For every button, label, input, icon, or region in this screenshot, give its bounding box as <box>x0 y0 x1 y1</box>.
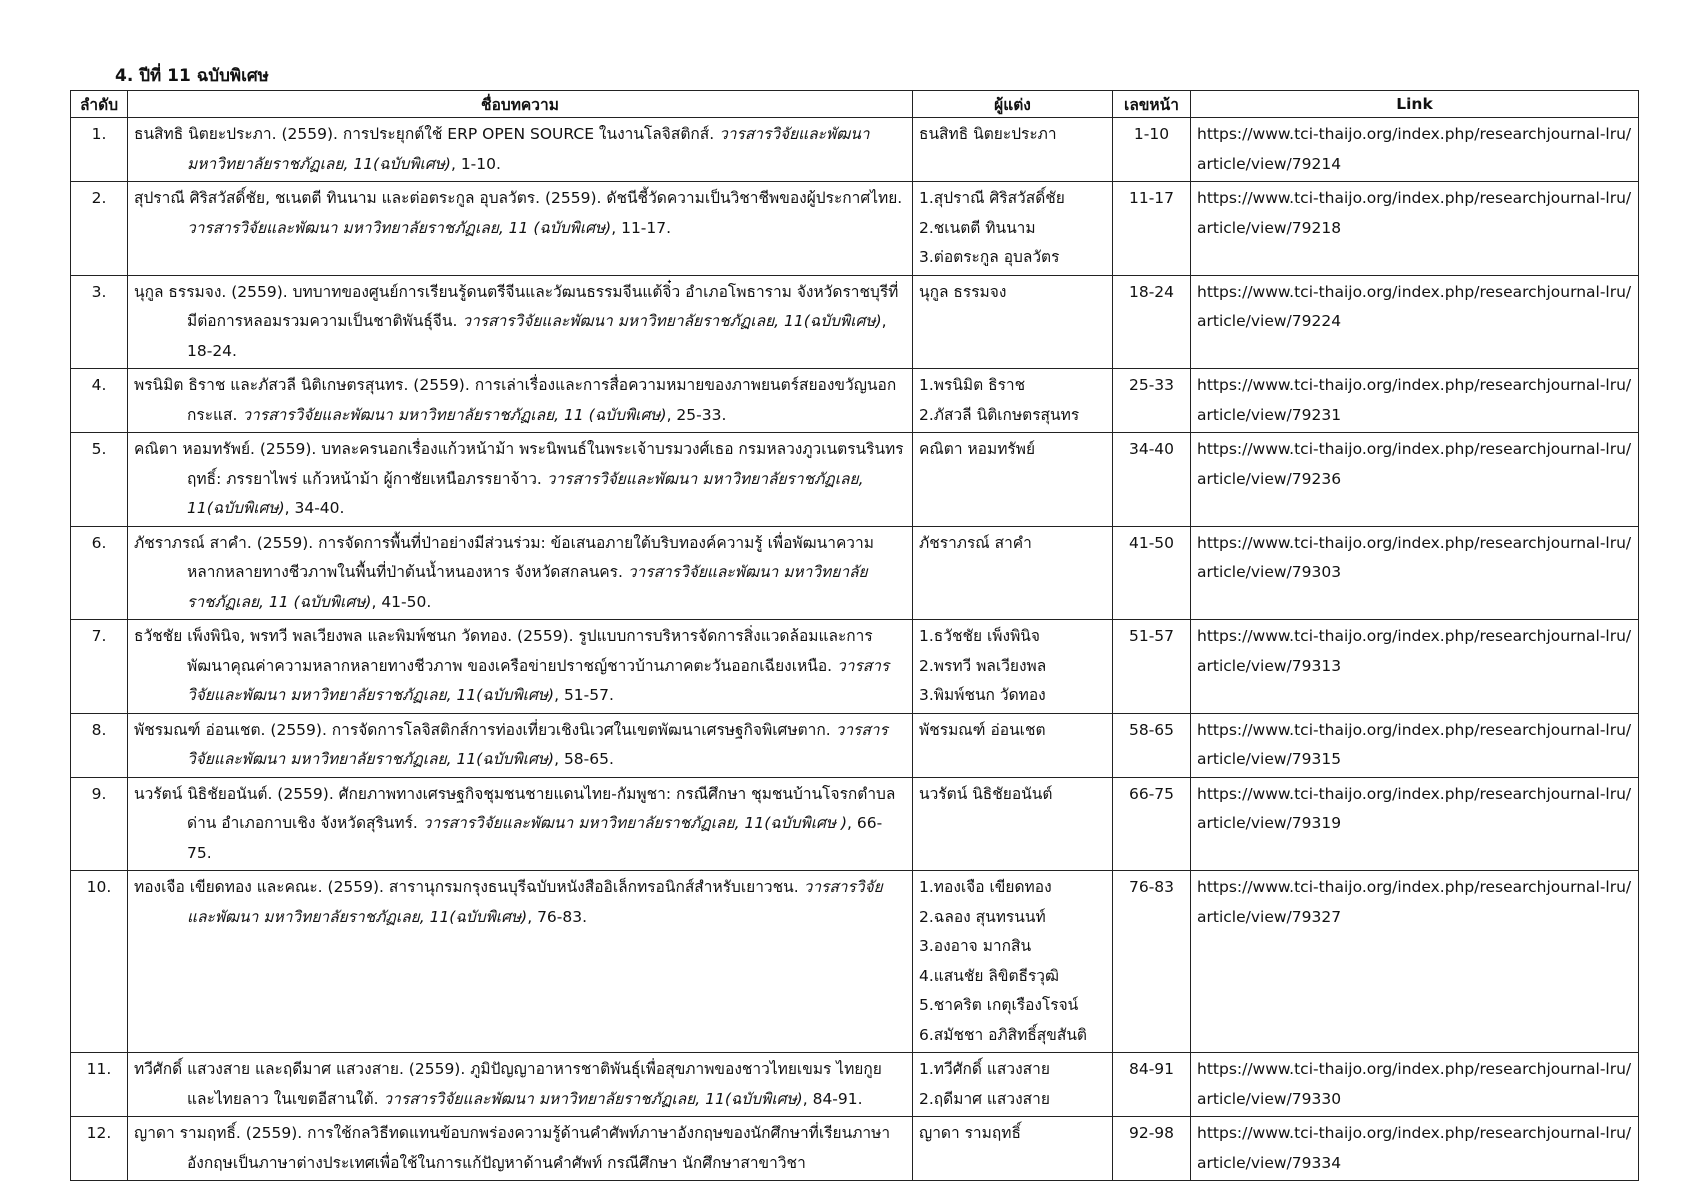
author-name: 3.องอาจ มากสิน <box>919 937 1032 955</box>
row-pages: 34-40 <box>1113 433 1191 527</box>
citation-main: ทวีศักดิ์ แสวงสาย และฤดีมาศ แสวงสาย. (2559). ภูมิปัญญาอาหารชาติพันธุ์เพื่อสุขภาพของชาวไทยเขมร ไทยกูยและไทยลาว ในเขตอีสานใต้. <box>134 1060 882 1108</box>
row-order: 2. <box>71 182 128 276</box>
citation-journal: วารสารวิจัยและพัฒนา มหาวิทยาลัยราชภัฏเลย, 11(ฉบับพิเศษ) <box>462 312 882 330</box>
author-name: 6.สมัชชา อภิสิทธิ์สุขสันติ <box>919 1025 1087 1044</box>
row-authors <box>913 1117 1113 1181</box>
author-name: 1.ทวีศักดิ์ แสวงสาย <box>919 1060 1050 1078</box>
row-link-cell <box>1191 1053 1639 1117</box>
row-authors <box>913 871 1113 1053</box>
table-row <box>71 777 1639 871</box>
article-link[interactable]: https://www.tci-thaijo.org/index.php/researchjournal-lru/article/view/79214 <box>1197 125 1632 173</box>
author-name: 1.ทองเจือ เขียดทอง <box>919 878 1052 896</box>
row-authors <box>913 526 1113 620</box>
author-name: 1.ธวัชชัย เพ็งพินิจ <box>919 627 1040 645</box>
row-link-cell <box>1191 369 1639 433</box>
citation-text <box>134 120 906 179</box>
table-row <box>71 871 1639 1053</box>
citation-main: นวรัตน์ นิธิชัยอนันต์. (2559). ศักยภาพทางเศรษฐกิจชุมชนชายแดนไทย-กัมพูชา: กรณีศึกษา ชุมชนบ้านโจรกตำบลด่าน อำเภอกาบเชิง จังหวัดสุรินทร์. <box>134 784 896 832</box>
row-citation <box>128 777 913 871</box>
citation-pages: , 84-91. <box>802 1089 863 1108</box>
row-order: 3. <box>71 275 128 369</box>
row-link-cell <box>1191 182 1639 276</box>
row-authors <box>913 182 1113 276</box>
article-link[interactable]: https://www.tci-thaijo.org/index.php/researchjournal-lru/article/view/79303 <box>1197 533 1632 581</box>
row-order: 11. <box>71 1053 128 1117</box>
table-row <box>71 433 1639 527</box>
row-order: 1. <box>71 118 128 182</box>
article-link[interactable]: https://www.tci-thaijo.org/index.php/researchjournal-lru/article/view/79334 <box>1197 1124 1632 1172</box>
citation-journal: วารสารวิจัยและพัฒนา มหาวิทยาลัยราชภัฏเลย, 11(ฉบับพิเศษ) <box>187 656 890 704</box>
citation-main: พัชรมณฑ์ อ่อนเชต. (2559). การจัดการโลจิสติกส์การท่องเที่ยวเชิงนิเวศในเขตพัฒนาเศรษฐกิจพิเศษตาก. <box>134 720 836 739</box>
author-name: 3.ต่อตระกูล อุบลวัตร <box>919 248 1060 266</box>
row-pages: 18-24 <box>1113 275 1191 369</box>
col-header-title: ชื่อบทความ <box>128 91 913 118</box>
author-name: นุกูล ธรรมจง <box>919 282 1007 301</box>
row-order: 6. <box>71 526 128 620</box>
row-order: 12. <box>71 1117 128 1181</box>
row-link-cell <box>1191 871 1639 1053</box>
row-authors <box>913 777 1113 871</box>
row-pages: 25-33 <box>1113 369 1191 433</box>
row-pages: 41-50 <box>1113 526 1191 620</box>
article-link[interactable]: https://www.tci-thaijo.org/index.php/researchjournal-lru/article/view/79315 <box>1197 720 1632 768</box>
row-citation <box>128 275 913 369</box>
row-citation <box>128 369 913 433</box>
section-heading: 4. ปีที่ 11 ฉบับพิเศษ <box>115 66 269 86</box>
row-citation <box>128 526 913 620</box>
author-name: ธนสิทธิ นิตยะประภา <box>919 125 1057 143</box>
citation-main: ธนสิทธิ นิตยะประภา. (2559). การประยุกต์ใช้ ERP OPEN SOURCE ในงานโลจิสติกส์. <box>134 125 720 143</box>
header-row <box>71 91 1639 118</box>
table-row <box>71 1117 1639 1181</box>
row-link-cell <box>1191 433 1639 527</box>
citation-journal: วารสารวิจัยและพัฒนา มหาวิทยาลัยราชภัฏเลย, 11(ฉบับพิเศษ) <box>187 878 883 926</box>
citation-pages: , 66-75. <box>187 814 883 862</box>
table-row <box>71 620 1639 714</box>
row-order: 5. <box>71 433 128 527</box>
row-authors <box>913 713 1113 777</box>
author-name: 3.พิมพ์ชนก วัดทอง <box>919 686 1046 704</box>
citation-text <box>134 529 906 618</box>
author-name: 1.พรนิมิต ธิราช <box>919 376 1026 394</box>
citation-main: พรนิมิต ธิราช และภัสวลี นิติเกษตรสุนทร. (2559). การเล่าเรื่องและการสื่อความหมายของภาพยนตร์สยองขวัญนอกกระแส. <box>134 376 897 424</box>
citation-journal: วารสารวิจัยและพัฒนา มหาวิทยาลัยราชภัฏเลย, 11(ฉบับพิเศษ ) <box>422 814 848 832</box>
row-authors <box>913 369 1113 433</box>
table-row <box>71 713 1639 777</box>
citation-journal: วารสารวิจัยและพัฒนา มหาวิทยาลัยราชภัฏเลย, 11(ฉบับพิเศษ) <box>187 125 870 173</box>
author-name: 2.ภัสวลี นิติเกษตรสุนทร <box>919 405 1080 424</box>
citation-journal: วารสารวิจัยและพัฒนา มหาวิทยาลัยราชภัฏเลย, 11 (ฉบับพิเศษ) <box>187 563 868 611</box>
citation-pages: , 58-65. <box>554 750 614 768</box>
row-order: 10. <box>71 871 128 1053</box>
citation-pages: , 1-10. <box>450 154 501 173</box>
author-name: ญาดา รามฤทธิ์ <box>919 1124 1021 1142</box>
citation-pages: , 41-50. <box>371 592 432 611</box>
row-link-cell <box>1191 526 1639 620</box>
row-order: 8. <box>71 713 128 777</box>
article-link[interactable]: https://www.tci-thaijo.org/index.php/researchjournal-lru/article/view/79313 <box>1197 627 1632 675</box>
row-link-cell <box>1191 275 1639 369</box>
row-pages: 92-98 <box>1113 1117 1191 1181</box>
citation-journal: วารสารวิจัยและพัฒนา มหาวิทยาลัยราชภัฏเลย, 11(ฉบับพิเศษ) <box>383 1089 803 1108</box>
author-name: 2.ฉลอง สุนทรนนท์ <box>919 907 1046 926</box>
row-link-cell <box>1191 620 1639 714</box>
row-citation <box>128 713 913 777</box>
citation-text <box>134 435 906 524</box>
row-citation <box>128 1117 913 1181</box>
citation-text <box>134 184 906 243</box>
article-link[interactable]: https://www.tci-thaijo.org/index.php/researchjournal-lru/article/view/79218 <box>1197 189 1632 237</box>
article-link[interactable]: https://www.tci-thaijo.org/index.php/researchjournal-lru/article/view/79319 <box>1197 784 1632 832</box>
table-row <box>71 182 1639 276</box>
row-authors <box>913 433 1113 527</box>
citation-text <box>134 873 906 932</box>
row-authors <box>913 1053 1113 1117</box>
row-link-cell <box>1191 713 1639 777</box>
row-link-cell <box>1191 118 1639 182</box>
row-pages: 58-65 <box>1113 713 1191 777</box>
row-pages: 76-83 <box>1113 871 1191 1053</box>
col-header-order: ลำดับ <box>71 91 128 118</box>
row-order: 7. <box>71 620 128 714</box>
author-name: นวรัตน์ นิธิชัยอนันต์ <box>919 784 1053 803</box>
article-link[interactable]: https://www.tci-thaijo.org/index.php/researchjournal-lru/article/view/79330 <box>1197 1060 1632 1108</box>
article-link[interactable]: https://www.tci-thaijo.org/index.php/researchjournal-lru/article/view/79236 <box>1197 440 1632 488</box>
citation-text <box>134 278 906 367</box>
row-pages: 84-91 <box>1113 1053 1191 1117</box>
citation-main: คณิตา หอมทรัพย์. (2559). บทละครนอกเรื่องแก้วหน้าม้า พระนิพนธ์ในพระเจ้าบรมวงศ์เธอ กรมหลวงภูวเนตรนรินทรฤทธิ์: ภรรยาไพร่ แก้วหน้าม้า ผู้กาชัยเหนือภรรยาจ้าว. <box>134 440 904 488</box>
article-link[interactable]: https://www.tci-thaijo.org/index.php/researchjournal-lru/article/view/79231 <box>1197 376 1632 424</box>
citation-text <box>134 1055 906 1114</box>
citation-main: ทองเจือ เขียดทอง และคณะ. (2559). สารานุกรมกรุงธนบุรีฉบับหนังสืออิเล็กทรอนิกส์สำหรับเยาวชน. <box>134 878 804 896</box>
citation-journal: วารสารวิจัยและพัฒนา มหาวิทยาลัยราชภัฏเลย, 11 (ฉบับพิเศษ) <box>187 218 612 237</box>
author-name: 4.แสนชัย ลิขิตธีรวุฒิ <box>919 966 1060 985</box>
row-pages: 1-10 <box>1113 118 1191 182</box>
row-order: 9. <box>71 777 128 871</box>
col-header-authors: ผู้แต่ง <box>913 91 1113 118</box>
row-pages: 51-57 <box>1113 620 1191 714</box>
citation-pages: , 18-24. <box>187 312 887 360</box>
author-name: 2.พรทวี พลเวียงพล <box>919 656 1047 675</box>
author-name: พัชรมณฑ์ อ่อนเชต <box>919 720 1046 739</box>
citation-main: นุกูล ธรรมจง. (2559). บทบาทของศูนย์การเรียนรู้ดนตรีจีนและวัฒนธรรมจีนแต้จิ๋ว อำเภอโพธาราม จังหวัดราชบุรีที่มีต่อการหลอมรวมความเป็นชาติพันธุ์จีน. <box>134 282 899 330</box>
citation-main: ธวัชชัย เพ็งพินิจ, พรทวี พลเวียงพล และพิมพ์ชนก วัดทอง. (2559). รูปแบบการบริหารจัดการสิ่งแวดล้อมและการพัฒนาคุณค่าความหลากหลายทางชีวภาพ ของเครือข่ายปราชญ์ชาวบ้านภาคตะวันออกเฉียงเหนือ. <box>134 627 873 675</box>
citation-main: ญาดา รามฤทธิ์. (2559). การใช้กลวิธีทดแทนข้อบกพร่องความรู้ด้านคำศัพท์ภาษาอังกฤษของนักศึกษาที่เรียนภาษาอังกฤษเป็นภาษาต่างประเทศเพื่อใช้ในการแก้ปัญหาด้านคำศัพท์ กรณีศึกษา นักศึกษาสาขาวิชา <box>134 1124 891 1172</box>
row-authors <box>913 275 1113 369</box>
author-name: 2.ชเนตตี ทินนาม <box>919 218 1036 237</box>
reference-table <box>70 90 1639 1181</box>
table-row <box>71 526 1639 620</box>
citation-text <box>134 622 906 711</box>
citation-main: ภัชราภรณ์ สาคำ. (2559). การจัดการพื้นที่ป่าอย่างมีส่วนร่วม: ข้อเสนอภายใต้บริบทองค์ความรู้ เพื่อพัฒนาความหลากหลายทางชีวภาพในพื้นที่ป่าต้นน้ำหนองหาร จังหวัดสกลนคร. <box>134 533 874 581</box>
citation-text <box>134 371 906 430</box>
citation-main: สุปราณี ศิริสวัสดิ์ชัย, ชเนตตี ทินนาม และต่อตระกูล อุบลวัตร. (2559). ดัชนีชี้วัดความเป็นวิชาชีพของผู้ประกาศไทย. <box>134 189 903 207</box>
author-name: 1.สุปราณี ศิริสวัสดิ์ชัย <box>919 189 1065 207</box>
row-citation <box>128 620 913 714</box>
row-authors <box>913 118 1113 182</box>
article-link[interactable]: https://www.tci-thaijo.org/index.php/researchjournal-lru/article/view/79224 <box>1197 282 1632 330</box>
row-link-cell <box>1191 777 1639 871</box>
row-citation <box>128 871 913 1053</box>
citation-pages: , 34-40. <box>284 499 345 517</box>
row-pages: 11-17 <box>1113 182 1191 276</box>
row-citation <box>128 118 913 182</box>
row-citation <box>128 433 913 527</box>
citation-text <box>134 780 906 869</box>
row-citation <box>128 1053 913 1117</box>
table-body <box>71 118 1639 1181</box>
citation-journal: วารสารวิจัยและพัฒนา มหาวิทยาลัยราชภัฏเลย, 11 (ฉบับพิเศษ) <box>242 405 667 424</box>
citation-pages: , 11-17. <box>611 218 672 237</box>
row-citation <box>128 182 913 276</box>
table-row <box>71 118 1639 182</box>
table-row <box>71 275 1639 369</box>
citation-journal: วารสารวิจัยและพัฒนา มหาวิทยาลัยราชภัฏเลย, 11(ฉบับพิเศษ) <box>187 469 864 517</box>
author-name: 2.ฤดีมาศ แสวงสาย <box>919 1089 1050 1108</box>
col-header-link: Link <box>1191 91 1639 118</box>
row-order: 4. <box>71 369 128 433</box>
citation-text <box>134 716 906 775</box>
table-row <box>71 369 1639 433</box>
author-name: ภัชราภรณ์ สาคำ <box>919 533 1032 552</box>
author-name: คณิตา หอมทรัพย์ <box>919 440 1036 458</box>
citation-text <box>134 1119 906 1178</box>
article-link[interactable]: https://www.tci-thaijo.org/index.php/researchjournal-lru/article/view/79327 <box>1197 878 1632 926</box>
row-authors <box>913 620 1113 714</box>
row-pages: 66-75 <box>1113 777 1191 871</box>
citation-pages: , 25-33. <box>666 405 727 424</box>
citation-pages: , 76-83. <box>527 907 588 926</box>
author-name: 5.ชาคริต เกตุเรืองโรจน์ <box>919 996 1079 1014</box>
table-row <box>71 1053 1639 1117</box>
citation-journal: วารสารวิจัยและพัฒนา มหาวิทยาลัยราชภัฏเลย, 11(ฉบับพิเศษ) <box>187 720 888 768</box>
row-link-cell <box>1191 1117 1639 1181</box>
citation-pages: , 51-57. <box>554 686 614 704</box>
col-header-pages: เลขหน้า <box>1113 91 1191 118</box>
